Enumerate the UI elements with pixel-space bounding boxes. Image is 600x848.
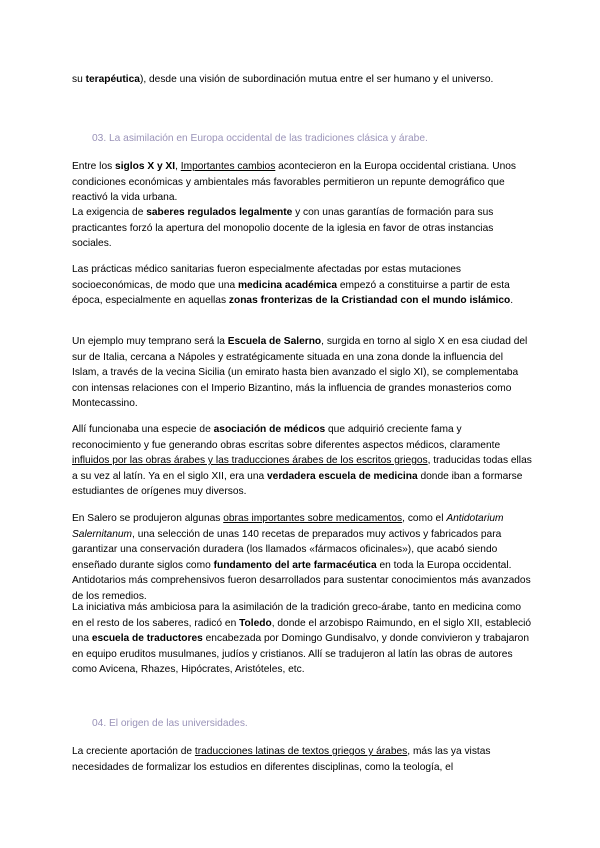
text-run: , donde el arzobispo Raimundo, en el siglo XII, estableció una — [72, 617, 532, 644]
bold-term: asociación de médicos — [213, 424, 326, 435]
paragraph-salerno — [72, 334, 532, 412]
bold-term: siglos X y XI — [115, 161, 176, 172]
text-run: , una selección de unas 140 recetas de preparados muy activos y fabricados para garantizar una conservación duradera (los llamados «fármacos oficinales»), que acabó siendo enseñado durante siglos como — [72, 528, 502, 571]
bold-term: verdadera escuela de medicina — [267, 470, 418, 482]
bold-term: fundamento del arte farmacéutica — [213, 559, 377, 571]
text-run: , traducidas todas ellas a su vez al latín. Ya en el siglo XII, era una — [72, 455, 532, 482]
paragraph-intro-end — [72, 72, 532, 88]
bold-term: Toledo — [239, 617, 272, 629]
paragraph-universidades — [72, 744, 532, 775]
paragraph-medicamentos — [72, 511, 532, 604]
paragraph-siglos — [72, 159, 532, 206]
text-run: acontecieron en la Europa occidental cristiana. Unos condiciones económicas y ambientales más favorables permitieron un repunte demográfico que reactivó la vida urbana. — [72, 161, 516, 203]
italic-title: Antidotarium Salernitanum — [72, 513, 504, 540]
bold-term: escuela de traductores — [91, 633, 203, 644]
text-run: , como el — [402, 513, 447, 524]
paragraph-exigencia — [72, 205, 532, 252]
bold-term: saberes regulados legalmente — [146, 207, 293, 218]
text-run: Entre los — [72, 161, 116, 172]
text-run: , surgida en torno al siglo X en esa ciudad del sur de Italia, cercana a Nápoles y estratégicamente situada en una zona donde la influencia del Islam, a través de la vecina Sicilia (un emirato hasta bien avanzado el siglo XI), se complementaba con intensas relaciones con el Imperio Bizantino, más la influencia de grandes monasterios como Montecassino. — [72, 336, 528, 409]
bold-term: terapéutica — [85, 74, 140, 85]
underlined-term: obras importantes sobre medicamentos — [223, 513, 403, 524]
text-run: empezó a constituirse a partir de esta época, especialmente en aquellas — [72, 279, 510, 306]
text-run: , — [175, 161, 181, 172]
bold-term: medicina académica — [237, 279, 338, 291]
text-run: ), desde una visión de subordinación mutua entre el ser humano y el universo. — [139, 74, 494, 85]
bold-term: zonas fronterizas de la Cristiandad con el mundo islámico — [228, 295, 511, 306]
text-run: La creciente aportación de — [72, 746, 195, 757]
section-heading-03: 03. La asimilación en Europa occidental de las tradiciones clásica y árabe. — [92, 133, 428, 144]
text-run: Las prácticas médico sanitarias fueron especialmente afectadas por estas mutaciones socioeconómicas, de modo que una — [72, 264, 462, 291]
underlined-term: influidos por las obras árabes y las traducciones árabes de los escritos griegos — [72, 455, 428, 466]
text-run: En Salero se produjeron algunas — [72, 513, 224, 524]
bold-term: Escuela de Salerno — [227, 336, 322, 347]
text-run: Allí funcionaba una especie de — [72, 424, 214, 435]
text-run: donde iban a formarse estudiantes de orígenes muy diversos. — [72, 470, 523, 497]
paragraph-practicas — [72, 262, 532, 309]
text-run: su — [72, 74, 86, 85]
paragraph-asociacion — [72, 422, 532, 500]
text-run: que adquirió creciente fama y reconocimiento y fue generando obras escritas sobre diferentes aspectos médicos, claramente — [72, 424, 501, 451]
underlined-term: Importantes cambios — [180, 161, 276, 172]
text-run: . — [510, 295, 514, 306]
underlined-term: traducciones latinas de textos griegos y árabes — [194, 746, 408, 757]
text-run: Un ejemplo muy temprano será la — [72, 336, 228, 347]
text-run: La iniciativa más ambiciosa para la asimilación de la tradición greco-árabe, tanto en medicina como en el resto de los saberes, radicó en — [72, 602, 522, 629]
text-run: La exigencia de — [72, 207, 147, 218]
section-heading-04: 04. El origen de las universidades. — [92, 718, 248, 729]
paragraph-toledo — [72, 600, 532, 678]
text-run: , más las ya vistas necesidades de formalizar los estudios en diferentes disciplinas, como la teología, el — [72, 746, 491, 773]
text-run: y con unas garantías de formación para sus practicantes forzó la apertura del monopolio docente de la iglesia en favor de otras instancias sociales. — [72, 207, 494, 249]
text-run: en toda la Europa occidental. Antidotarios más comprehensivos fueron desarrollados para sustentar conocimientos más avanzados de los remedios. — [72, 559, 531, 602]
text-run: encabezada por Domingo Gundisalvo, y donde convivieron y trabajaron en equipo eruditos musulmanes, judíos y cristianos. Allí se tradujeron al latín las obras de autores como Avicena, Rhazes, Hipócrates, Aristóteles, etc. — [72, 633, 530, 675]
